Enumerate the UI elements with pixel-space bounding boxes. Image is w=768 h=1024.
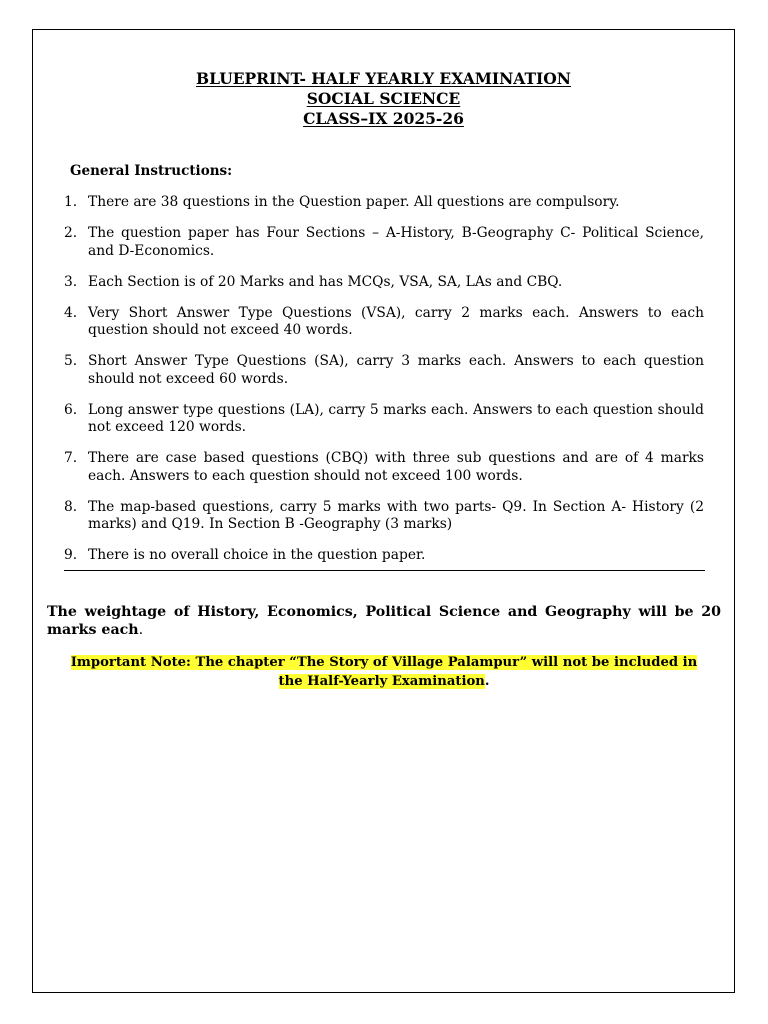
instruction-text: Very Short Answer Type Questions (VSA), carry 2 marks each. Answers to each question should not exceed 40 words. [88,304,704,338]
instruction-number: 4. [64,304,78,321]
instruction-number: 1. [64,194,78,210]
instruction-number: 6. [64,401,78,418]
instruction-text: Each Section is of 20 Marks and has MCQs, VSA, SA, LAs and CBQ. [88,273,563,290]
instruction-item [64,450,704,485]
instruction-text: Short Answer Type Questions (SA), carry 3 marks each. Answers to each question should not exceed 60 words. [88,353,704,387]
section-divider [64,570,705,571]
instruction-item [64,225,704,260]
instruction-text: There is no overall choice in the question paper. [88,547,426,563]
instruction-item [64,305,704,340]
weightage-text: The weightage of History, Economics, Political Science and Geography will be 20 marks each [47,604,721,638]
title-line-2: SOCIAL SCIENCE [306,89,461,108]
title-line-1: BLUEPRINT- HALF YEARLY EXAMINATION [196,69,571,88]
instruction-item [64,194,704,212]
note-line-2: the Half-Yearly Examination [278,674,485,689]
instruction-item [64,547,704,565]
instruction-text: There are 38 questions in the Question paper. All questions are compulsory. [88,194,620,210]
weightage-statement [47,603,721,639]
instruction-number: 5. [64,353,78,369]
important-note [47,653,721,691]
instruction-number: 2. [64,225,78,241]
instruction-item [64,499,704,534]
instruction-number: 7. [64,450,78,466]
instruction-item [64,353,704,388]
document-title [32,69,735,129]
instruction-text: Long answer type questions (LA), carry 5 marks each. Answers to each question should not exceed 120 words. [88,401,704,435]
title-line-3: CLASS–IX 2025-26 [303,109,464,128]
instruction-item [64,274,704,292]
note-line-1: Important Note: The chapter “The Story of Village Palampur” will not be included in [70,655,698,670]
instruction-text: The question paper has Four Sections – A-History, B-Geography C- Political Science, and D-Economics. [88,225,704,259]
instruction-text: There are case based questions (CBQ) with three sub questions and are of 4 marks each. Answers to each question should not exceed 100 words. [88,450,704,484]
general-instructions-heading: General Instructions: [70,163,233,179]
weightage-period: . [138,622,144,638]
instruction-number: 8. [64,498,78,515]
instruction-item [64,402,704,437]
instructions-list [64,194,704,578]
note-period: . [484,674,490,689]
instruction-text: The map-based questions, carry 5 marks with two parts- Q9. In Section A- History (2 marks) and Q19. In Section B -Geography (3 marks) [88,498,704,532]
instruction-number: 9. [64,547,78,563]
instruction-number: 3. [64,273,78,290]
